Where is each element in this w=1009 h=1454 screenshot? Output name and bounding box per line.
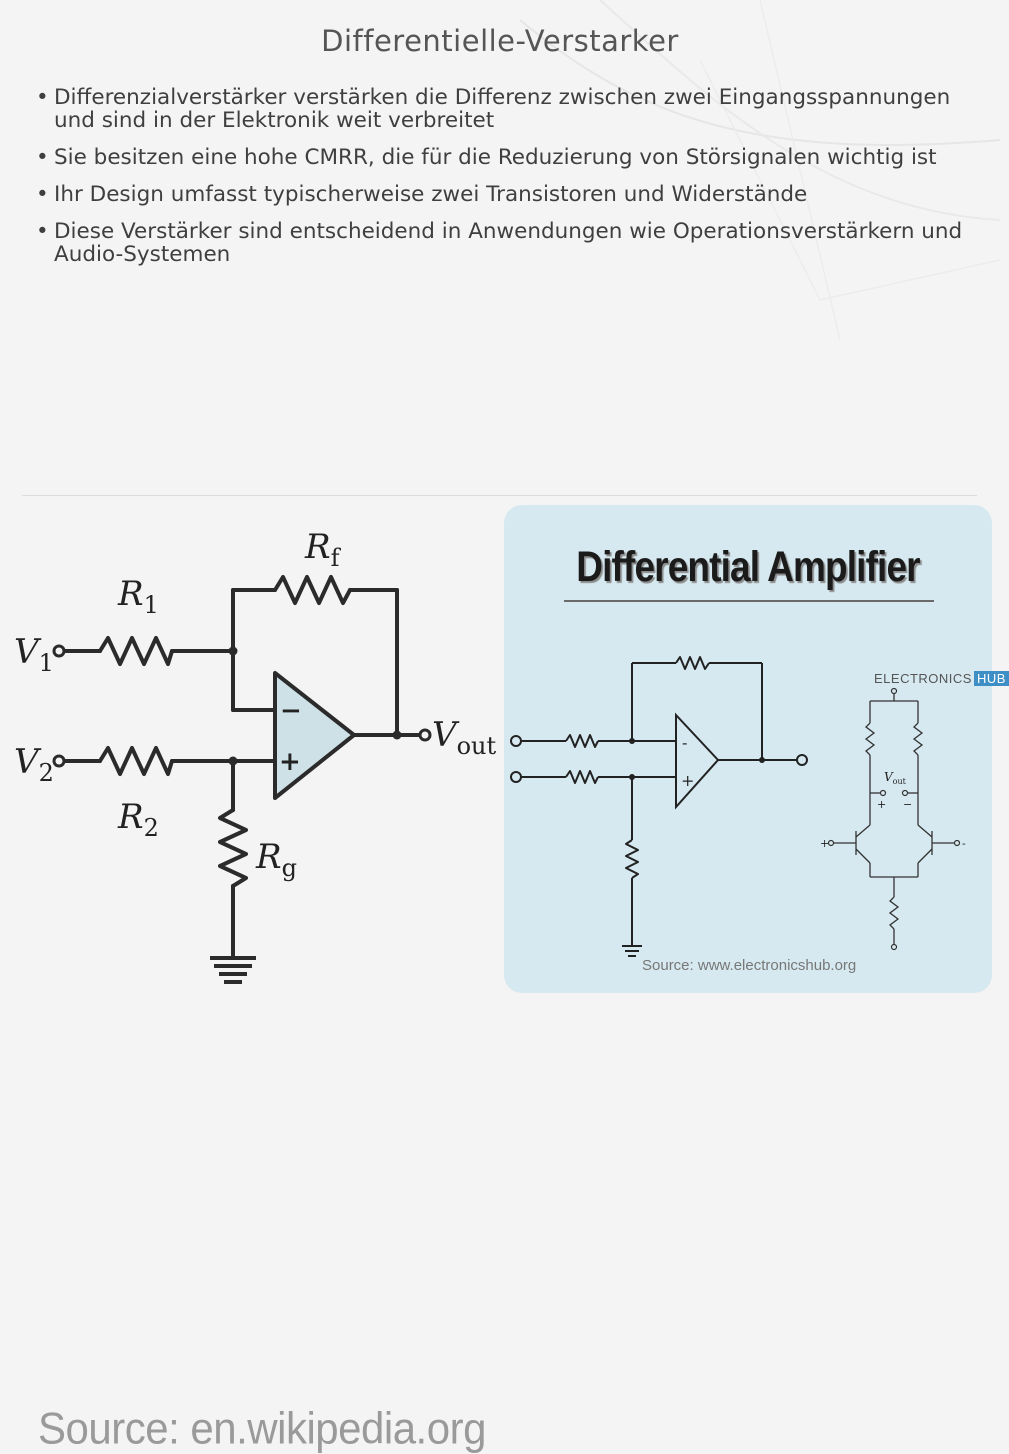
resistor-collector-right bbox=[914, 723, 922, 755]
transistor-left-collector bbox=[856, 825, 870, 837]
inverting-sign: − bbox=[280, 696, 302, 726]
source-credit-left: Source: en.wikipedia.org bbox=[38, 1403, 486, 1454]
transistor-left-emitter bbox=[856, 849, 870, 863]
resistor-in1 bbox=[566, 735, 598, 747]
input-plus-sign: + bbox=[820, 837, 830, 850]
source-credit-right: Source: www.electronicshub.org bbox=[642, 957, 857, 974]
transistor-right-emitter bbox=[918, 849, 932, 863]
brand-hub: HUB bbox=[974, 671, 1009, 686]
resistor-rg bbox=[220, 810, 246, 886]
label-r1: $R_1$ bbox=[118, 574, 159, 619]
input-minus-sign: - bbox=[962, 837, 966, 850]
ground-symbol bbox=[210, 958, 256, 982]
left-diagram-panel bbox=[0, 500, 500, 1454]
opamp-triangle-small bbox=[676, 715, 718, 807]
bullet-item: • Ihr Design umfasst typischerweise zwei Transistoren und Widerstände bbox=[36, 183, 976, 206]
bullet-list bbox=[36, 86, 976, 280]
opamp-schematic-small bbox=[504, 505, 992, 993]
terminal-vout bbox=[420, 730, 430, 740]
vout-minus-sign: − bbox=[903, 798, 913, 811]
label-rg: $R_g$ bbox=[256, 837, 297, 882]
brand-prefix: ELECTRONICS bbox=[874, 671, 972, 686]
bullet-item: • Differenzialverstärker verstärken die Differenz zwischen zwei Eingangsspannungen und sind in der Elektronik weit verbreitet bbox=[36, 86, 976, 132]
opamp-schematic bbox=[0, 500, 500, 1000]
terminal-v2 bbox=[54, 756, 64, 766]
terminal-v1 bbox=[54, 646, 64, 656]
terminal-vout-plus bbox=[881, 791, 886, 796]
terminal-out bbox=[797, 755, 807, 765]
label-v1: $V_1$ bbox=[14, 632, 54, 677]
terminal-top bbox=[892, 689, 897, 694]
resistor-feedback bbox=[676, 657, 709, 669]
section-divider bbox=[22, 495, 977, 496]
resistor-rf bbox=[275, 577, 350, 603]
node-dot bbox=[229, 757, 238, 766]
resistor-r1 bbox=[100, 638, 172, 664]
page-title: Differentielle-Verstarker bbox=[321, 24, 679, 58]
node-dot bbox=[629, 774, 635, 780]
resistor-in2 bbox=[566, 771, 598, 783]
label-r2: $R_2$ bbox=[118, 797, 159, 842]
terminal-base-right bbox=[955, 841, 960, 846]
transistor-right-collector bbox=[918, 825, 932, 837]
node-dot bbox=[229, 647, 238, 656]
inverting-sign-small: - bbox=[682, 733, 688, 752]
resistor-ground bbox=[626, 840, 638, 878]
label-vout-small: $V_{out}$ bbox=[884, 770, 906, 786]
resistor-collector-left bbox=[866, 723, 874, 755]
bullet-item: • Diese Verstärker sind entscheidend in Anwendungen wie Operationsverstärkern und Audio-Systemen bbox=[36, 220, 976, 266]
terminal-bottom bbox=[892, 945, 897, 950]
terminal-base-left bbox=[829, 841, 834, 846]
node-dot bbox=[629, 738, 635, 744]
terminal-in2 bbox=[511, 772, 521, 782]
resistor-tail bbox=[890, 897, 898, 929]
diagram-title: Differential Amplifier bbox=[576, 543, 920, 591]
node-dot bbox=[393, 731, 402, 740]
electronicshub-logo bbox=[874, 671, 1009, 686]
terminal-in1 bbox=[511, 736, 521, 746]
right-diagram-panel bbox=[504, 505, 1006, 993]
node-dot bbox=[759, 757, 765, 763]
opamp-triangle bbox=[275, 673, 354, 798]
bullet-item: • Sie besitzen eine hohe CMRR, die für die Reduzierung von Störsignalen wichtig ist bbox=[36, 146, 976, 169]
noninverting-sign: + bbox=[279, 747, 301, 777]
ground-symbol-small bbox=[622, 946, 642, 956]
noninverting-sign-small: + bbox=[681, 771, 695, 790]
resistor-r2 bbox=[100, 748, 172, 774]
label-vout: $V_{out}$ bbox=[432, 715, 497, 760]
label-rf: $R_f$ bbox=[305, 527, 340, 572]
terminal-vout-minus bbox=[903, 791, 908, 796]
label-v2: $V_2$ bbox=[14, 742, 54, 787]
vout-plus-sign: + bbox=[877, 798, 887, 811]
